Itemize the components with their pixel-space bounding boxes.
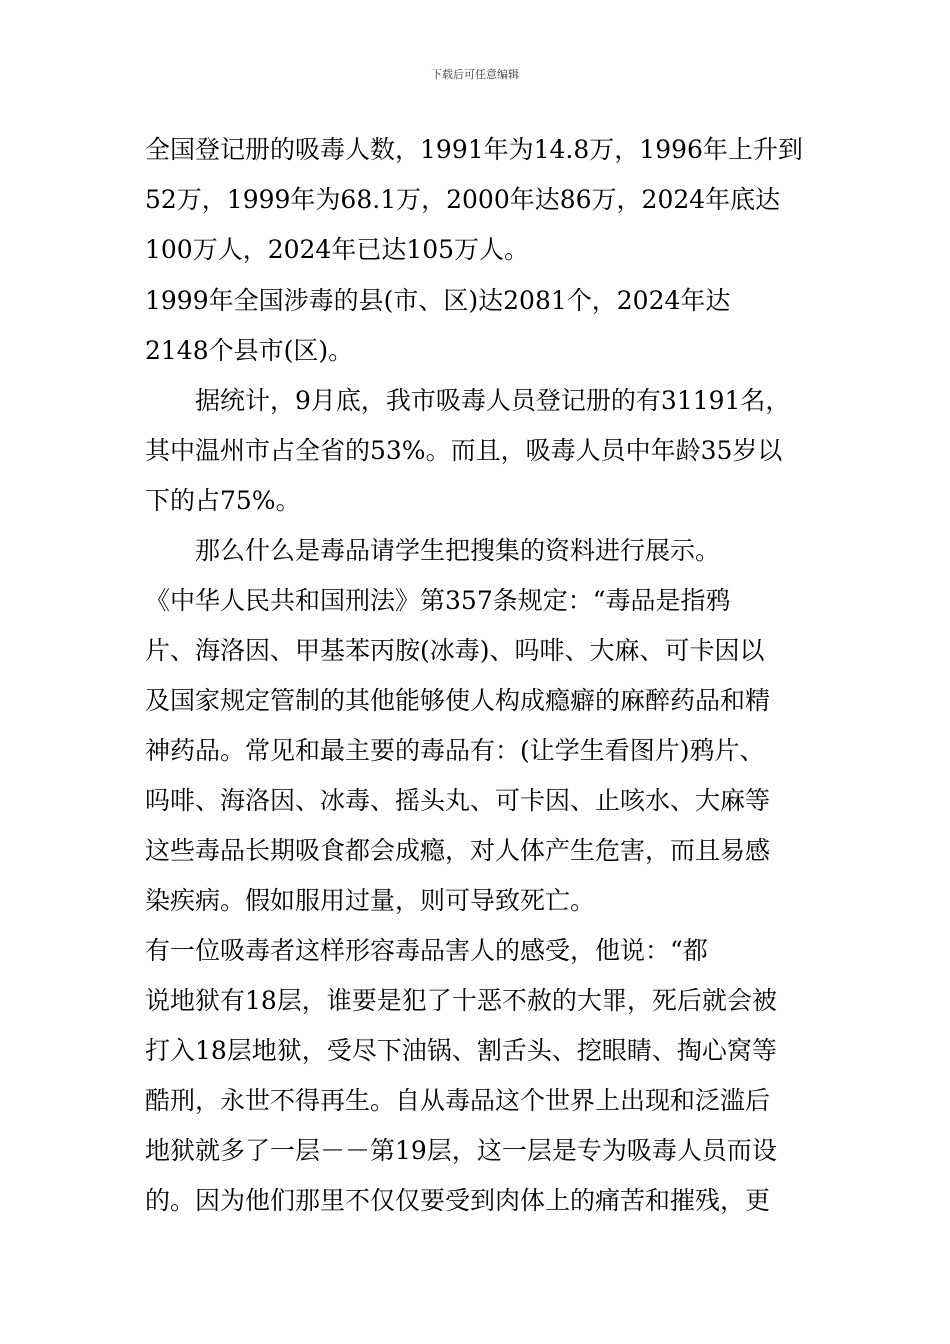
body-line: 神药品。常见和最主要的毒品有：(让学生看图片)鸦片、 — [145, 736, 765, 765]
body-line: 有一位吸毒者这样形容毒品害人的感受，他说：“都 — [145, 936, 708, 965]
body-line: 打入18层地狱，受尽下油锅、割舌头、挖眼睛、掏心窝等 — [145, 1036, 777, 1065]
body-line: 下的占75%。 — [145, 486, 301, 515]
body-line: 1999年全国涉毒的县(市、区)达2081个，2024年达 — [145, 286, 731, 315]
body-line: 《中华人民共和国刑法》第357条规定：“毒品是指鸦 — [145, 586, 731, 615]
body-line: 那么什么是毒品请学生把搜集的资料进行展示。 — [145, 536, 721, 565]
body-line: 及国家规定管制的其他能够使人构成瘾癖的麻醉药品和精 — [145, 686, 771, 715]
body-line: 地狱就多了一层－－第19层，这一层是专为吸毒人员而设 — [145, 1136, 777, 1165]
body-line: 全国登记册的吸毒人数，1991年为14.8万，1996年上升到 — [145, 135, 803, 164]
body-line: 52万，1999年为68.1万，2000年达86万，2024年底达 — [145, 185, 781, 214]
body-line: 染疾病。假如服用过量，则可导致死亡。 — [145, 886, 596, 915]
body-line: 这些毒品长期吸食都会成瘾，对人体产生危害，而且易感 — [145, 836, 771, 865]
page-header: 下载后可任意编辑 — [431, 68, 519, 81]
body-line: 说地狱有18层，谁要是犯了十恶不赦的大罪，死后就会被 — [145, 986, 777, 1015]
body-line: 酷刑，永世不得再生。自从毒品这个世界上出现和泛滥后 — [145, 1086, 771, 1115]
body-line: 其中温州市占全省的53%。而且，吸毒人员中年龄35岁以 — [145, 436, 783, 465]
body-line: 100万人，2024年已达105万人。 — [145, 235, 530, 264]
body-line: 吗啡、海洛因、冰毒、摇头丸、可卡因、止咳水、大麻等 — [145, 786, 771, 815]
body-line: 据统计，9月底，我市吸毒人员登记册的有31191名， — [145, 386, 791, 415]
body-line: 2148个县市(区)。 — [145, 336, 354, 365]
body-line: 片、海洛因、甲基苯丙胺(冰毒)、吗啡、大麻、可卡因以 — [145, 636, 765, 665]
body-line: 的。因为他们那里不仅仅要受到肉体上的痛苦和摧残，更 — [145, 1186, 771, 1215]
